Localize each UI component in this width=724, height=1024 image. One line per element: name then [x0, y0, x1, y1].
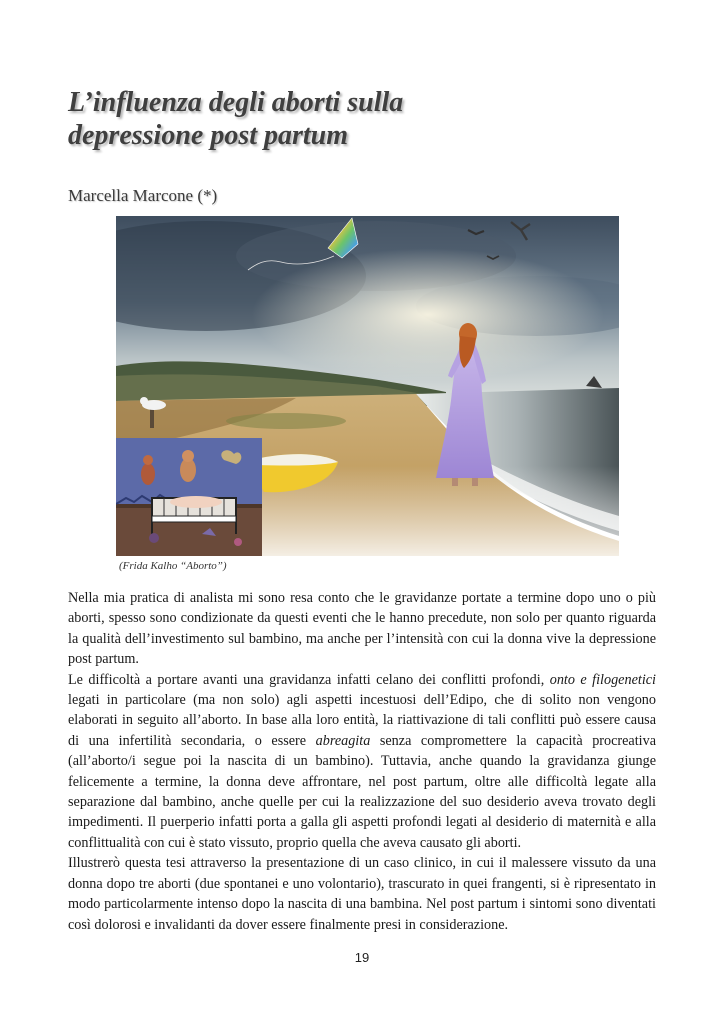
page-number: 19 [354, 950, 370, 965]
emphasis-abreagita: abreagita [315, 732, 371, 749]
article-title-line-2: depressione post partum [68, 120, 349, 151]
illustration-beach-woman-kite [116, 216, 619, 556]
paragraph-2: Le difficoltà a portare avanti una gravidanza infatti celano dei conflitti profondi, onto e filogenetici legati in particolare (ma non solo) agli aspetti incestuosi dell’Edipo, che di solito non vengono elaborati in seguito all’aborto. In base alla loro entità, la riattivazione di tali conflitti può essere causa di una infertilità secondaria, o essere abreagita senza compromettere la capacità procreativa (all’aborto/i segue poi la nascita di un bambino). Tuttavia, anche quando la gravidanza giunge felicemente a termine, la donna deve affrontare, nel post partum, oltre alle difficoltà legate alla separazione dal bambino, anche quelle per cui la realizzazione del suo desiderio aveva trovato degli impedimenti. Il puerperio infatti porta a galla gli aspetti profondi legati al desiderio di maternità e alla conflittualità con cui è stato vissuto, proprio quella che aveva causato gli aborti. [68, 671, 656, 851]
article-body [68, 588, 656, 935]
figure-caption: (Frida Kalho “Aborto”) [119, 560, 227, 572]
author-name: Marcella Marcone (*) [68, 186, 218, 205]
paragraph-1: Nella mia pratica di analista mi sono resa conto che le gravidanze portate a termine dopo uno o più aborti, spesso sono condizionate da questi eventi che le hanno precedute, non solo per quanto riguarda la qualità dell’investimento sul bambino, ma anche per l’intensità con cui la donna vive la depressione post partum. [68, 590, 656, 668]
emphasis-onto-filogenetici: onto e filogenetici [549, 671, 656, 688]
article-title-line-1: L’influenza degli aborti sulla [68, 87, 404, 118]
article-title [68, 86, 628, 152]
paragraph-3: Illustrerò questa tesi attraverso la presentazione di un caso clinico, in cui il malessere vissuto da una donna dopo tre aborti (due spontanei e uno volontario), trascurato in quei frangenti, si è ripresentato in modo particolarmente intenso dopo la nascita di una bambina. Nel post partum i sintomi sono diventati così dolorosi e invalidanti da dover essere finalmente presi in considerazione. [68, 855, 656, 933]
